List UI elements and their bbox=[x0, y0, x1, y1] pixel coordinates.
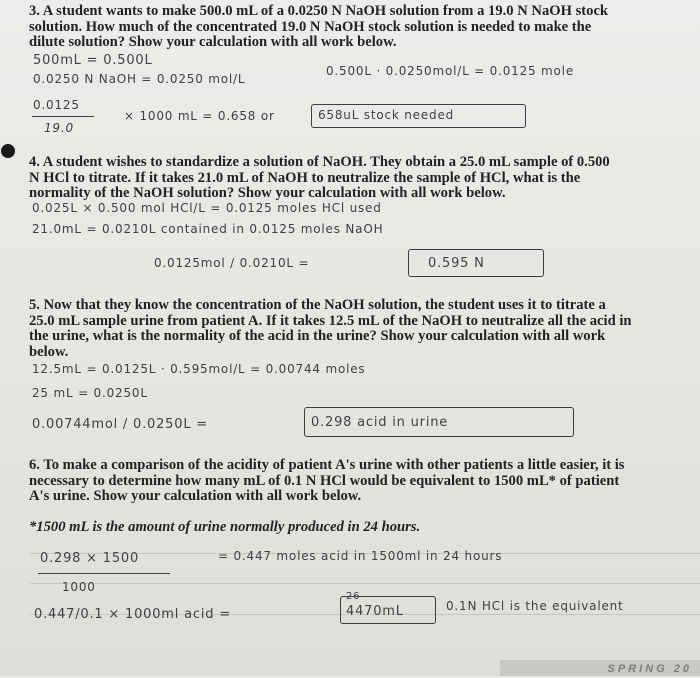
question-5-line: 5. Now that they know the concentration of the NaOH solution, the student uses it to titrate a bbox=[29, 297, 606, 313]
question-5-line: below. bbox=[29, 343, 69, 360]
question-3 bbox=[29, 4, 608, 51]
question-4-line: normality of the NaOH solution? Show your calculation with all work below. bbox=[29, 185, 506, 202]
question-3-line: 3. A student wants to make 500.0 mL of a 0.0250 N NaOH solution from a 19.0 N NaOH stock bbox=[29, 3, 609, 19]
q6-overwrite: 26 bbox=[346, 591, 361, 602]
q5-answer-line-2: 25 mL = 0.0250L bbox=[32, 386, 148, 400]
q6-answer-tail: 0.1N HCl is the equivalent bbox=[446, 599, 624, 613]
q6-answer-line-1: 0.298 × 1500 bbox=[40, 551, 140, 566]
question-4 bbox=[29, 155, 610, 202]
question-6 bbox=[29, 458, 625, 505]
q6-answer-line-1b: = 0.447 moles acid in 1500ml in 24 hours bbox=[218, 549, 503, 563]
page-corner-label: SPRING 20 bbox=[500, 660, 700, 676]
question-6-line: necessary to determine how many mL of 0.1 N HCl would be equivalent to 1500 mL* of patient bbox=[29, 472, 620, 489]
question-6-footnote: *1500 mL is the amount of urine normally produced in 24 hours. bbox=[29, 519, 421, 535]
question-5-line: the urine, what is the normality of the acid in the urine? Show your calculation with all work bbox=[29, 328, 606, 345]
question-6-line: A's urine. Show your calculation with all work below. bbox=[29, 488, 362, 505]
q6-denominator: 1000 bbox=[62, 580, 96, 594]
q4-answer-line-2: 21.0mL = 0.0210L contained in 0.0125 moles NaOH bbox=[32, 222, 384, 236]
q3-answer: 658uL stock needed bbox=[318, 108, 455, 122]
q5-answer-line-3: 0.00744mol / 0.0250L = bbox=[32, 417, 208, 432]
question-3-line: solution. How much of the concentrated 19.0 N NaOH stock solution is needed to make the bbox=[29, 18, 592, 35]
q4-answer-line-1: 0.025L × 0.500 mol HCl/L = 0.0125 moles HCl used bbox=[32, 201, 382, 215]
q3-denominator: 19.0 bbox=[44, 121, 74, 135]
q6-answer: 4470mL bbox=[346, 604, 404, 619]
q4-answer-line-3: 0.0125mol / 0.0210L = bbox=[154, 256, 310, 270]
question-4-line: 4. A student wishes to standardize a solution of NaOH. They obtain a 25.0 mL sample of 0.500 bbox=[29, 154, 610, 170]
q4-answer: 0.595 N bbox=[428, 256, 485, 271]
question-5 bbox=[29, 298, 632, 360]
paper-line bbox=[30, 583, 700, 584]
question-3-line: dilute solution? Show your calculation with all work below. bbox=[29, 34, 397, 51]
question-5-line: 25.0 mL sample urine from patient A. If it takes 12.5 mL of the NaOH to neutralize all the acid in bbox=[29, 312, 632, 329]
q6-answer-line-2: 0.447/0.1 × 1000ml acid = bbox=[34, 607, 231, 622]
q5-answer: 0.298 acid in urine bbox=[311, 415, 449, 430]
q3-answer-line-2: 0.0250 N NaOH = 0.0250 mol/L bbox=[33, 72, 246, 86]
q3-fraction-bar bbox=[32, 116, 94, 117]
bullet-dot bbox=[1, 144, 15, 158]
q3-numerator: 0.0125 bbox=[33, 98, 80, 112]
question-6-line: 6. To make a comparison of the acidity of patient A's urine with other patients a little easier, it is bbox=[29, 457, 625, 473]
q6-fraction-bar bbox=[38, 573, 170, 574]
q5-answer-line-1: 12.5mL = 0.0125L · 0.595mol/L = 0.00744 moles bbox=[32, 362, 366, 376]
q3-multiply: × 1000 mL = 0.658 or bbox=[124, 109, 275, 123]
q3-answer-line-2b: 0.500L · 0.0250mol/L = 0.0125 mole bbox=[326, 64, 574, 78]
question-4-line: N HCl to titrate. If it takes 21.0 mL of NaOH to neutralize the sample of HCl, what is the bbox=[29, 169, 581, 186]
q3-answer-line-1: 500mL = 0.500L bbox=[33, 53, 153, 68]
